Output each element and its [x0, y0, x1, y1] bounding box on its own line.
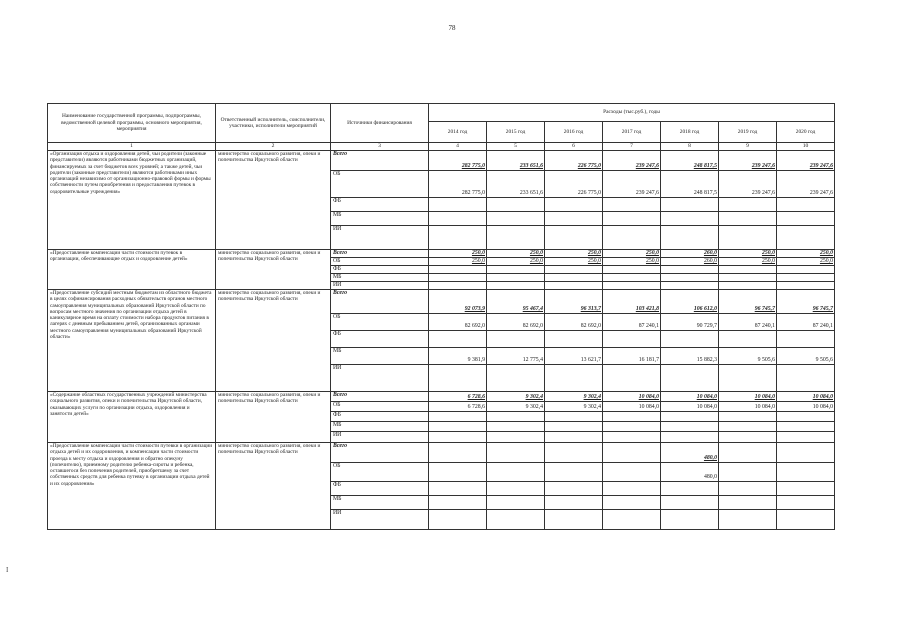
expense-value — [545, 463, 603, 482]
expense-value — [719, 198, 777, 212]
expense-value — [487, 482, 545, 496]
funding-source: МБ — [331, 274, 429, 282]
expense-value: 10 084,0 — [719, 392, 777, 402]
measure-executor: министерство социального развития, опеки и попечительства Иркутской области — [216, 250, 331, 290]
column-number: 1 — [48, 143, 216, 151]
expense-value: 87 240,1 — [719, 314, 777, 331]
expense-value — [661, 198, 719, 212]
expense-value — [719, 496, 777, 510]
funding-source: ОБ — [331, 171, 429, 198]
expense-value: 260,0 — [661, 258, 719, 266]
column-number: 6 — [545, 143, 603, 151]
expense-value: 10 084,0 — [777, 402, 835, 412]
expense-value — [545, 496, 603, 510]
funding-source: Всего — [331, 151, 429, 171]
header-year: 2015 год — [487, 122, 545, 143]
expense-value — [661, 496, 719, 510]
expense-value: 248 817,5 — [661, 171, 719, 198]
funding-source: ИИ — [331, 510, 429, 530]
expense-value: 282 775,0 — [429, 151, 487, 171]
expense-value — [487, 443, 545, 463]
expense-value — [603, 443, 661, 463]
expense-value: 10 084,0 — [661, 402, 719, 412]
column-number: 7 — [603, 143, 661, 151]
expense-value — [661, 282, 719, 290]
expense-value: 250,0 — [719, 258, 777, 266]
expense-value — [487, 282, 545, 290]
expense-value: 96 745,7 — [719, 290, 777, 314]
page-number: 78 — [448, 24, 456, 32]
expense-value — [777, 443, 835, 463]
expense-value — [777, 274, 835, 282]
measure-description: «Организация отдыха и оздоровления детей, чьи родители (законные представители) являются работниками бюджетных организаций, финансируемых за счет бюджетов всех уровней; а также детей, чьи родители (законные представители) являются работниками иных организаций независимо от организационно-правовой формы и формы собственности путем приобретения и предоставления путевок в оздоровительные учреждения» — [48, 151, 216, 250]
funding-source: ФБ — [331, 266, 429, 274]
expense-value — [777, 282, 835, 290]
expense-value — [487, 432, 545, 443]
expense-value: 103 421,8 — [603, 290, 661, 314]
expense-value — [603, 365, 661, 392]
expense-value — [719, 482, 777, 496]
expense-value — [603, 198, 661, 212]
expense-value — [603, 212, 661, 226]
expense-value: 250,0 — [487, 250, 545, 258]
funding-source: МБ — [331, 348, 429, 365]
expense-value: 233 651,6 — [487, 151, 545, 171]
expense-value: 82 692,0 — [487, 314, 545, 331]
expense-value: 10 084,0 — [603, 402, 661, 412]
measure-description: «Предоставление компенсации части стоимости путевок в организации, обеспечивающие отдых и оздоровление детей» — [48, 250, 216, 290]
expense-value — [603, 226, 661, 250]
expense-value: 250,0 — [603, 258, 661, 266]
expense-value — [487, 510, 545, 530]
expense-value: 250,0 — [545, 250, 603, 258]
funding-source: МБ — [331, 496, 429, 510]
expense-value — [603, 496, 661, 510]
header-year: 2019 год — [719, 122, 777, 143]
expense-value: 226 775,0 — [545, 151, 603, 171]
expense-value — [661, 226, 719, 250]
column-number: 2 — [216, 143, 331, 151]
table-row — [48, 443, 835, 463]
header-year: 2017 год — [603, 122, 661, 143]
expense-value — [719, 266, 777, 274]
expense-value — [429, 463, 487, 482]
funding-source: Всего — [331, 250, 429, 258]
expense-value: 13 621,7 — [545, 348, 603, 365]
expense-value — [777, 496, 835, 510]
measure-executor: министерство социального развития, опеки и попечительства Иркутской области — [216, 290, 331, 392]
expense-value — [603, 412, 661, 422]
expense-value — [661, 274, 719, 282]
header-expenses: Расходы (тыс.руб.), годы — [429, 104, 835, 122]
expense-value — [719, 443, 777, 463]
expense-value — [777, 463, 835, 482]
expense-value — [487, 274, 545, 282]
expense-value: 9 505,6 — [777, 348, 835, 365]
expense-value — [545, 443, 603, 463]
expense-value — [603, 331, 661, 348]
expense-value — [661, 365, 719, 392]
funding-source: Всего — [331, 392, 429, 402]
expense-value: 6 728,6 — [429, 392, 487, 402]
expense-value: 239 247,6 — [719, 151, 777, 171]
expense-value — [545, 510, 603, 530]
expenses-table — [47, 103, 835, 530]
expense-value: 10 084,0 — [719, 402, 777, 412]
expense-value: 9 302,4 — [487, 402, 545, 412]
expense-value — [719, 463, 777, 482]
expense-value: 9 302,4 — [545, 402, 603, 412]
expense-value: 15 882,3 — [661, 348, 719, 365]
expense-value — [545, 274, 603, 282]
expense-value: 250,0 — [719, 250, 777, 258]
expense-value: 250,0 — [545, 258, 603, 266]
expense-value — [719, 331, 777, 348]
expense-value — [487, 331, 545, 348]
expense-value: 282 775,0 — [429, 171, 487, 198]
expense-value — [603, 266, 661, 274]
expense-value: 96 313,7 — [545, 290, 603, 314]
expense-value: 106 612,0 — [661, 290, 719, 314]
expense-value: 10 084,0 — [603, 392, 661, 402]
expense-value — [429, 496, 487, 510]
expense-value: 82 692,0 — [429, 314, 487, 331]
expense-value — [487, 266, 545, 274]
funding-source: ИИ — [331, 282, 429, 290]
expense-value — [603, 510, 661, 530]
column-number: 5 — [487, 143, 545, 151]
expense-value — [429, 266, 487, 274]
expense-value: 87 240,1 — [603, 314, 661, 331]
funding-source: МБ — [331, 212, 429, 226]
expense-value — [429, 443, 487, 463]
table-row — [48, 250, 835, 258]
expense-value: 9 505,6 — [719, 348, 777, 365]
expense-value: 250,0 — [429, 250, 487, 258]
expense-value — [429, 510, 487, 530]
header-year: 2014 год — [429, 122, 487, 143]
measure-executor: министерство социального развития, опеки и попечительства Иркутской области — [216, 392, 331, 443]
expense-value — [487, 212, 545, 226]
expense-value — [487, 198, 545, 212]
expense-value — [661, 510, 719, 530]
expense-value — [661, 422, 719, 432]
expense-value: 10 084,0 — [777, 392, 835, 402]
expense-value: 226 775,0 — [545, 171, 603, 198]
expense-value: 95 467,4 — [487, 290, 545, 314]
expense-value — [603, 482, 661, 496]
expense-value — [603, 274, 661, 282]
measure-executor: министерство социального развития, опеки и попечительства Иркутской области — [216, 151, 331, 250]
expense-value: 10 084,0 — [661, 392, 719, 402]
expense-value — [719, 422, 777, 432]
table-row — [48, 151, 835, 171]
expense-value — [429, 365, 487, 392]
header-year: 2020 год — [777, 122, 835, 143]
expense-value — [777, 266, 835, 274]
expense-value — [661, 432, 719, 443]
funding-source: Всего — [331, 443, 429, 463]
expense-value — [487, 365, 545, 392]
funding-source: ОБ — [331, 463, 429, 482]
header-funding-sources: Источники финансирования — [331, 104, 429, 143]
expense-value — [545, 282, 603, 290]
expense-value — [719, 226, 777, 250]
header-program-name: Наименование государственной программы, подпрограммы, ведомственной целевой программы, основного мероприятия, мероприятия — [48, 104, 216, 143]
expense-value — [603, 282, 661, 290]
expense-value — [545, 422, 603, 432]
expense-value — [429, 412, 487, 422]
expense-value: 82 692,0 — [545, 314, 603, 331]
expense-value — [777, 412, 835, 422]
measure-description: «Предоставление компенсации части стоимости путевки в организации отдыха детей и их оздоровления, и компенсации части стоимости проезда к месту отдыха и оздоровления и обратно опекуну (попечителю), приемному родителю ребенка-сироты и ребенка, оставшегося без попечения родителей, приобретшему за счет собственных средств для ребенка путевку в организации отдыха детей и их оздоровления» — [48, 443, 216, 530]
expense-value — [545, 266, 603, 274]
expense-value — [487, 412, 545, 422]
expense-value — [777, 482, 835, 496]
expense-value: 239 247,6 — [603, 151, 661, 171]
expense-value — [487, 226, 545, 250]
funding-source: ФБ — [331, 412, 429, 422]
expense-value — [719, 432, 777, 443]
expense-value — [545, 331, 603, 348]
expense-value: 16 181,7 — [603, 348, 661, 365]
column-number: 4 — [429, 143, 487, 151]
expense-value — [777, 365, 835, 392]
expense-value — [777, 331, 835, 348]
expense-value — [487, 422, 545, 432]
funding-source: ФБ — [331, 331, 429, 348]
expense-value — [545, 226, 603, 250]
expense-value: 248 817,5 — [661, 151, 719, 171]
measure-description: «Предоставление субсидий местным бюджетам из областного бюджета в целях софинансирования расходных обязательств органов местного самоуправления муниципальных образований Иркутской области по вопросам местного значения по организации отдыха детей в каникулярное время на оплату стоимости набора продуктов питания в лагерях с дневным пребыванием детей, организованных органами местного самоуправления муниципальных образований Иркутской области» — [48, 290, 216, 392]
funding-source: Всего — [331, 290, 429, 314]
funding-source: ОБ — [331, 402, 429, 412]
expense-value — [545, 212, 603, 226]
expense-value: 92 073,9 — [429, 290, 487, 314]
measure-executor: министерство социального развития, опеки и попечительства Иркутской области — [216, 443, 331, 530]
expense-value — [719, 282, 777, 290]
expense-value: 6 728,6 — [429, 402, 487, 412]
expense-value — [429, 422, 487, 432]
expense-value — [603, 463, 661, 482]
expense-value — [545, 365, 603, 392]
expense-value: 260,0 — [661, 250, 719, 258]
expense-value: 12 775,4 — [487, 348, 545, 365]
expense-value: 239 247,6 — [603, 171, 661, 198]
column-number: 3 — [331, 143, 429, 151]
expense-value: 239 247,6 — [719, 171, 777, 198]
column-number: 9 — [719, 143, 777, 151]
expense-value — [429, 198, 487, 212]
funding-source: ФБ — [331, 482, 429, 496]
expense-value — [487, 463, 545, 482]
expense-value: 9 302,4 — [487, 392, 545, 402]
expense-value — [603, 432, 661, 443]
expense-value: 239 247,6 — [777, 171, 835, 198]
column-number: 8 — [661, 143, 719, 151]
expense-value: 87 240,1 — [777, 314, 835, 331]
expense-value — [777, 422, 835, 432]
expense-value — [661, 212, 719, 226]
expense-value — [777, 510, 835, 530]
expense-value: 96 745,7 — [777, 290, 835, 314]
funding-source: ИИ — [331, 432, 429, 443]
header-year: 2016 год — [545, 122, 603, 143]
expense-value — [661, 412, 719, 422]
expense-value — [661, 266, 719, 274]
expense-value — [545, 482, 603, 496]
expense-value — [603, 422, 661, 432]
expense-value: 250,0 — [777, 250, 835, 258]
expense-value — [777, 212, 835, 226]
table-row — [48, 392, 835, 402]
measure-description: «Содержание областных государственных учреждений министерства социального развития, опеки и попечительства Иркутской области, оказывающих услуги по организации отдыха, оздоровления и занятости детей» — [48, 392, 216, 443]
expense-value — [429, 432, 487, 443]
expense-value — [429, 212, 487, 226]
expense-value — [777, 432, 835, 443]
column-number: 10 — [777, 143, 835, 151]
expense-value — [429, 274, 487, 282]
expense-value: 9 302,4 — [545, 392, 603, 402]
funding-source: ОБ — [331, 258, 429, 266]
expense-value — [661, 482, 719, 496]
expense-value: 480,0 — [661, 443, 719, 463]
expense-value: 250,0 — [603, 250, 661, 258]
expense-value — [545, 412, 603, 422]
margin-mark: I — [6, 566, 9, 574]
expense-value: 250,0 — [487, 258, 545, 266]
expense-value: 90 729,7 — [661, 314, 719, 331]
funding-source: МБ — [331, 422, 429, 432]
expense-value — [429, 482, 487, 496]
header-year: 2018 год — [661, 122, 719, 143]
expense-value: 233 651,6 — [487, 171, 545, 198]
expense-value — [719, 412, 777, 422]
expense-value: 250,0 — [429, 258, 487, 266]
expense-value — [429, 282, 487, 290]
expense-value — [777, 198, 835, 212]
table-row — [48, 290, 835, 314]
funding-source: ФБ — [331, 198, 429, 212]
expense-value — [429, 331, 487, 348]
expense-value — [487, 496, 545, 510]
funding-source: ИИ — [331, 226, 429, 250]
expense-value — [719, 212, 777, 226]
expense-value — [661, 331, 719, 348]
expense-value: 480,0 — [661, 463, 719, 482]
expense-value — [545, 432, 603, 443]
expense-value — [429, 226, 487, 250]
expense-value: 239 247,6 — [777, 151, 835, 171]
expense-value: 9 381,9 — [429, 348, 487, 365]
expense-value: 250,0 — [777, 258, 835, 266]
header-executor: Ответственный исполнитель, соисполнители, участники, исполнители мероприятий — [216, 104, 331, 143]
expense-value — [719, 365, 777, 392]
expense-value — [777, 226, 835, 250]
expense-value — [719, 510, 777, 530]
funding-source: ИИ — [331, 365, 429, 392]
expense-value — [719, 274, 777, 282]
expense-value — [545, 198, 603, 212]
funding-source: ОБ — [331, 314, 429, 331]
